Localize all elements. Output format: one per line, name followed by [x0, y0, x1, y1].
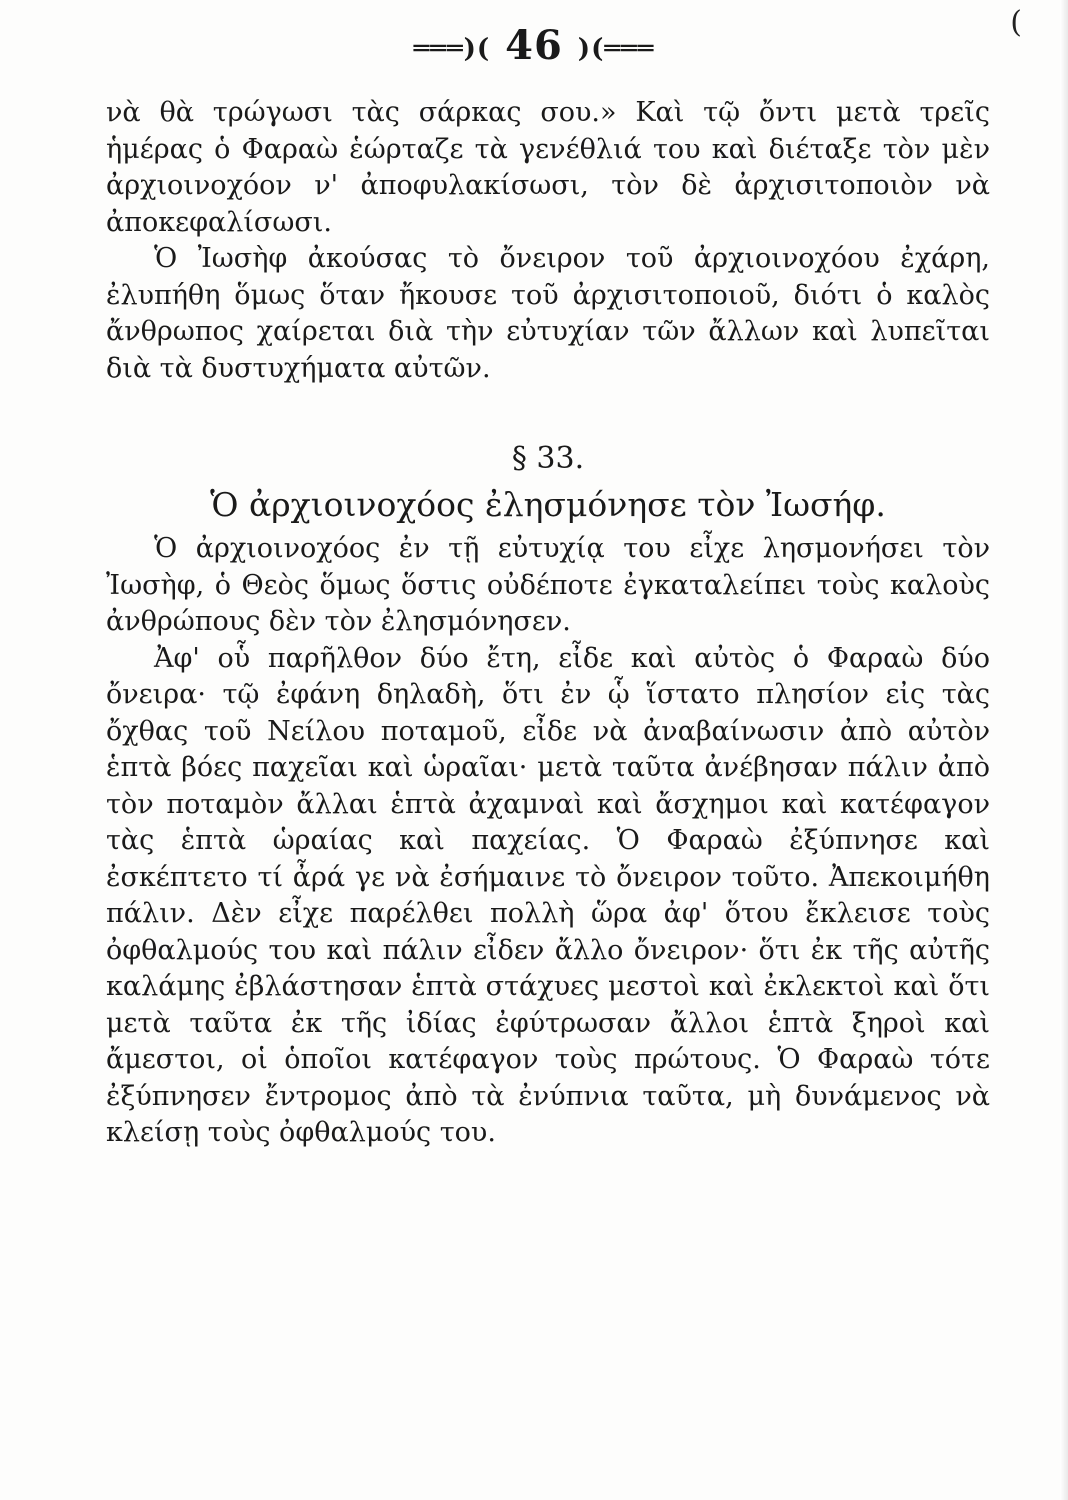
- paragraph-cupbearer-forgets: Ὁ ἀρχιοινοχόος ἐν τῇ εὐτυχίᾳ του εἶχε λησμονήσει τὸν Ἰωσὴφ, ὁ Θεὸς ὅμως ὅστις οὐδέποτε ἐγκαταλείπει τοὺς καλοὺς ἀνθρώπους δὲν τὸν ἐλησμόνησεν.: [106, 533, 990, 637]
- section-number: § 33.: [511, 441, 585, 476]
- paragraph-pharaoh-dreams: Ἀφ' οὗ παρῆλθον δύο ἔτη, εἶδε καὶ αὐτὸς ὁ Φαραὼ δύο ὄνειρα· τῷ ἐφάνη δηλαδὴ, ὅτι ἐν ᾧ ἵστατο πλησίον εἰς τὰς ὄχθας τοῦ Νείλου ποταμοῦ, εἶδε νὰ ἀναβαίνωσιν ἀπὸ αὐτὸν ἑπτὰ βόες παχεῖαι καὶ ὡραῖαι· μετὰ ταῦτα ἀνέβησαν πάλιν ἀπὸ τὸν ποταμὸν ἄλλαι ἑπτὰ ἀχαμναὶ καὶ ἄσχημοι καὶ κατέφαγον τὰς ἑπτὰ ὡραίας καὶ παχείας. Ὁ Φαραὼ ἐξύπνησε καὶ ἐσκέπτετο τί ἆρά γε νὰ ἐσήμαινε τὸ ὄνειρον τοῦτο. Ἀπεκοιμήθη πάλιν. Δὲν εἶχε παρέλθει πολλὴ ὥρα ἀφ' ὅτου ἔκλεισε τοὺς ὀφθαλμούς του καὶ πάλιν εἶδεν ἄλλο ὄνειρον· ὅτι ἐκ τῆς αὐτῆς καλάμης ἐβλάστησαν ἑπτὰ στάχυες μεστοὶ καὶ ἐκλεκτοὶ καὶ ὅτι μετὰ ταῦτα ἐκ τῆς ἰδίας ἐφύτρωσαν ἄλλοι ἑπτὰ ξηροὶ καὶ ἄμεστοι, οἱ ὁποῖοι κατέφαγον τοὺς πρώτους. Ὁ Φαραὼ τότε ἐξύπνησεν ἔντρομος ἀπὸ τὰ ἐνύπνια ταῦτα, μὴ δυνάμενος νὰ κλείσῃ τοὺς ὀφθαλμούς του.: [106, 642, 990, 1148]
- page-header: [0, 22, 1068, 69]
- header-ornament-left: ═══)(: [413, 34, 491, 64]
- page-body: [106, 95, 990, 1152]
- header-ornament-right: )(═══: [577, 34, 655, 64]
- scan-edge: [1060, 0, 1068, 1500]
- page-number: 46: [505, 22, 563, 69]
- corner-mark: (: [1010, 5, 1022, 40]
- section-title: Ὁ ἀρχιοινοχόος ἐλησμόνησε τὸν Ἰωσήφ.: [210, 485, 886, 524]
- paragraph-joseph-reaction: Ὁ Ἰωσὴφ ἀκούσας τὸ ὄνειρον τοῦ ἀρχιοινοχόου ἐχάρη, ἐλυπήθη ὅμως ὅταν ἤκουσε τοῦ ἀρχισιτοποιοῦ, διότι ὁ καλὸς ἄνθρωπος χαίρεται διὰ τὴν εὐτυχίαν τῶν ἄλλων καὶ λυπεῖται διὰ τὰ δυστυχήματα αὐτῶν.: [106, 243, 990, 384]
- paragraph-continuation: νὰ θὰ τρώγωσι τὰς σάρκας σου.» Καὶ τῷ ὄντι μετὰ τρεῖς ἡμέρας ὁ Φαραὼ ἑώρταζε τὰ γενέθλιά του καὶ διέταξε τὸν μὲν ἀρχιοινοχόον ν' ἀποφυλακίσωσι, τὸν δὲ ἀρχισιτοποιὸν νὰ ἀποκεφαλίσωσι.: [106, 97, 990, 238]
